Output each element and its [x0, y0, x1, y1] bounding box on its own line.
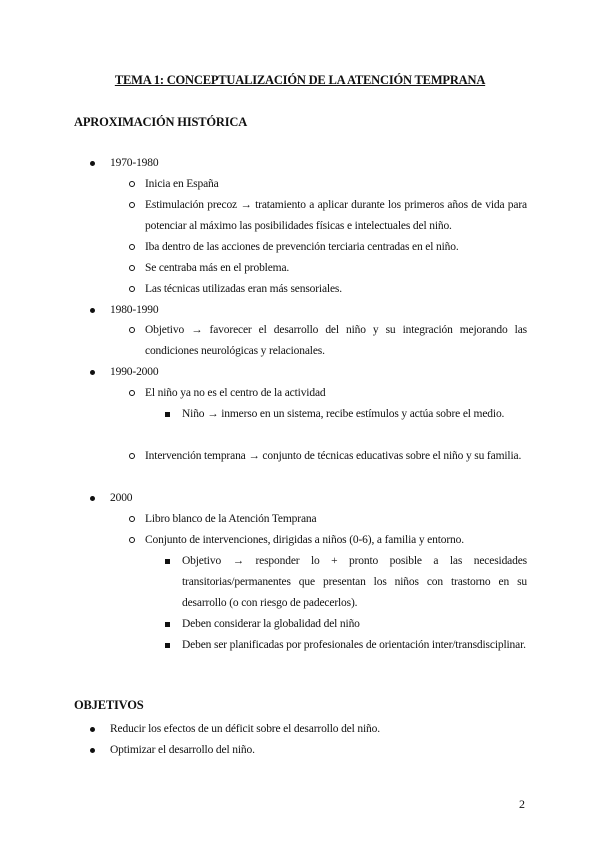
list-item: Las técnicas utilizadas eran más sensoriales. [145, 283, 342, 295]
list-item: Objetivo → favorecer el desarrollo del niño y su integración mejorando las condiciones neurológicas y relacionales. [145, 324, 527, 357]
list-item: Se centraba más en el problema. [145, 262, 290, 274]
list-item: Deben considerar la globalidad del niño [182, 618, 360, 630]
period-label-1990: 1990-2000 [110, 366, 159, 378]
list-item: Conjunto de intervenciones, dirigidas a niños (0-6), a familia y entorno. [145, 534, 464, 546]
circle-bullet-icon [129, 258, 135, 279]
square-bullet-icon [165, 635, 170, 656]
circle-bullet-icon [129, 383, 135, 404]
list-item: Objetivo → responder lo + pronto posible a las necesidades transitorias/permanentes que presentan los niños con trastorno en su desarrollo (o con riesgo de padecerlos). [182, 555, 527, 609]
period-label-2000: 2000 [110, 492, 133, 504]
circle-bullet-icon [129, 195, 135, 216]
page-number: 2 [519, 797, 525, 811]
list-item: Deben ser planificadas por profesionales de orientación inter/transdisciplinar. [182, 639, 526, 651]
list-item: Inicia en España [145, 178, 219, 190]
circle-bullet-icon [129, 279, 135, 300]
circle-bullet-icon [129, 446, 135, 467]
list-item: Optimizar el desarrollo del niño. [110, 744, 255, 756]
document-title: TEMA 1: CONCEPTUALIZACIÓN DE LA ATENCIÓN TEMPRANA [114, 73, 486, 87]
section-heading-objetivos: OBJETIVOS [74, 698, 144, 712]
disc-bullet-icon [90, 740, 95, 761]
list-item: Estimulación precoz → tratamiento a aplicar durante los primeros años de vida para potenciar al máximo las posibilidades físicas e intelectuales del niño. [145, 199, 527, 232]
section-heading-historica: APROXIMACIÓN HISTÓRICA [74, 115, 248, 129]
circle-bullet-icon [129, 320, 135, 341]
disc-bullet-icon [90, 719, 95, 740]
list-item: Reducir los efectos de un déficit sobre el desarrollo del niño. [110, 723, 380, 735]
square-bullet-icon [165, 551, 170, 572]
circle-bullet-icon [129, 237, 135, 258]
circle-bullet-icon [129, 530, 135, 551]
circle-bullet-icon [129, 509, 135, 530]
list-item: Niño → inmerso en un sistema, recibe estímulos y actúa sobre el medio. [182, 408, 505, 420]
disc-bullet-icon [90, 300, 95, 321]
square-bullet-icon [165, 404, 170, 425]
circle-bullet-icon [129, 174, 135, 195]
list-item: El niño ya no es el centro de la actividad [145, 387, 326, 399]
list-item: Libro blanco de la Atención Temprana [145, 513, 317, 525]
period-label-1970: 1970-1980 [110, 157, 159, 169]
list-item: Intervención temprana → conjunto de técnicas educativas sobre el niño y su familia. [145, 450, 522, 462]
disc-bullet-icon [90, 153, 95, 174]
period-label-1980: 1980-1990 [110, 304, 159, 316]
list-item: Iba dentro de las acciones de prevención terciaria centradas en el niño. [145, 241, 459, 253]
disc-bullet-icon [90, 362, 95, 383]
square-bullet-icon [165, 614, 170, 635]
disc-bullet-icon [90, 488, 95, 509]
